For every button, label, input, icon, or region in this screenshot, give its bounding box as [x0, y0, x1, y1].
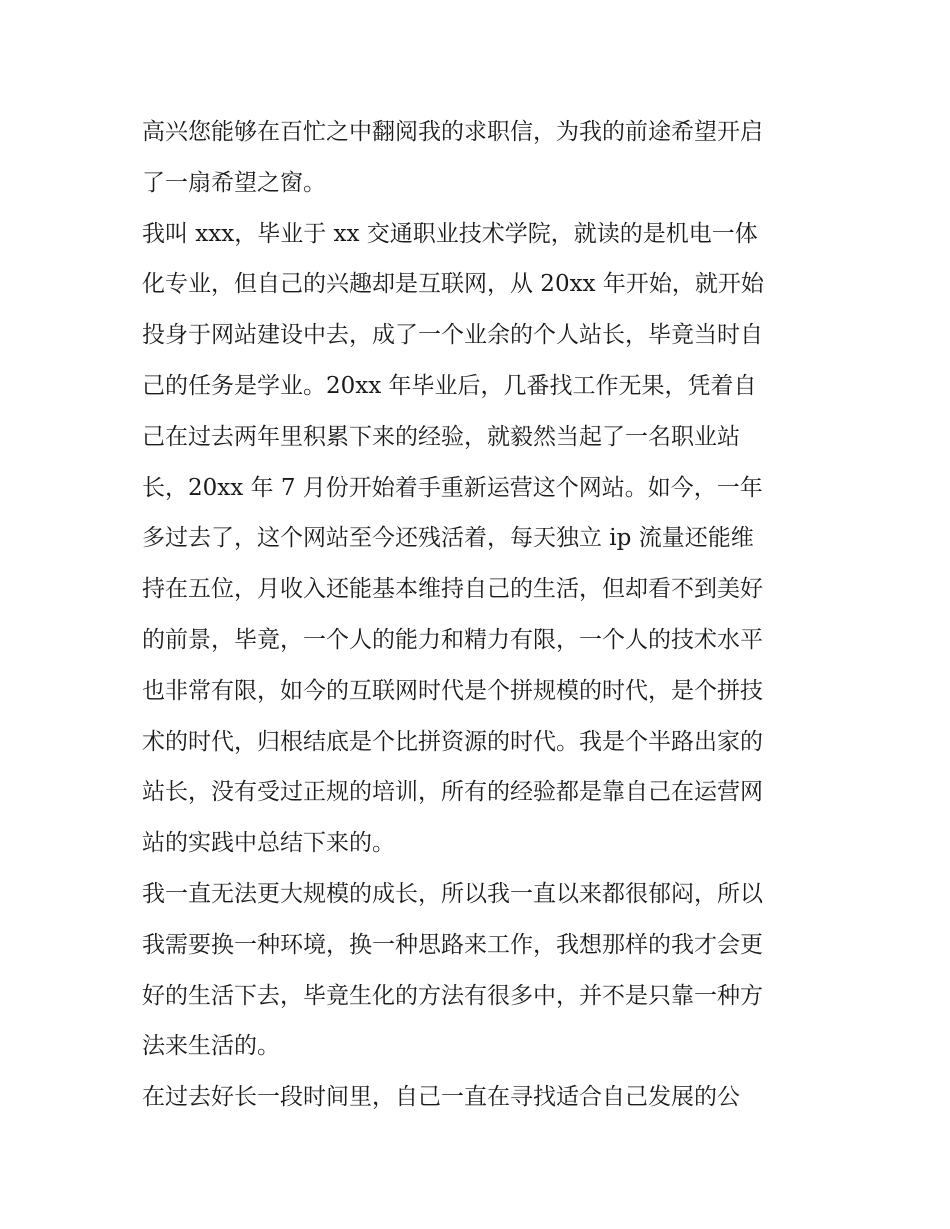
text-line: 我需要换一种环境，换一种思路来工作，我想那样的我才会更	[142, 931, 763, 958]
text-line: 己的任务是学业。20xx 年毕业后，几番找工作无果，凭着自	[142, 372, 757, 399]
text-line: 在过去好长一段时间里，自己一直在寻找适合自己发展的公	[142, 1084, 740, 1111]
text-line: 站的实践中总结下来的。	[142, 830, 395, 857]
text-line: 己在过去两年里积累下来的经验，就毅然当起了一名职业站	[142, 423, 740, 450]
text-line: 了一扇希望之窗。	[142, 169, 326, 196]
letter-body	[142, 107, 822, 1123]
text-line: 投身于网站建设中去，成了一个业余的个人站长，毕竟当时自	[142, 322, 763, 349]
text-line: 法来生活的。	[142, 1033, 280, 1060]
text-line: 好的生活下去，毕竟生化的方法有很多中，并不是只靠一种方	[142, 982, 763, 1009]
text-line: 我叫 xxx，毕业于 xx 交通职业技术学院，就读的是机电一体	[142, 220, 758, 247]
text-line: 长，20xx 年 7 月份开始着手重新运营这个网站。如今，一年	[142, 474, 763, 501]
text-line: 高兴您能够在百忙之中翻阅我的求职信，为我的前途希望开启	[142, 119, 763, 145]
text-line: 也非常有限，如今的互联网时代是个拼规模的时代，是个拼技	[142, 677, 763, 704]
text-line: 术的时代，归根结底是个比拼资源的时代。我是个半路出家的	[142, 728, 763, 755]
text-line: 持在五位，月收入还能基本维持自己的生活，但却看不到美好	[142, 576, 763, 603]
text-line: 多过去了，这个网站至今还残活着，每天独立 ip 流量还能维	[142, 525, 754, 552]
text-line: 我一直无法更大规模的成长，所以我一直以来都很郁闷，所以	[142, 880, 763, 907]
text-line: 站长，没有受过正规的培训，所有的经验都是靠自己在运营网	[142, 779, 763, 806]
text-line: 化专业，但自己的兴趣却是互联网，从 20xx 年开始，就开始	[142, 271, 764, 298]
text-line: 的前景，毕竟，一个人的能力和精力有限，一个人的技术水平	[142, 626, 763, 653]
